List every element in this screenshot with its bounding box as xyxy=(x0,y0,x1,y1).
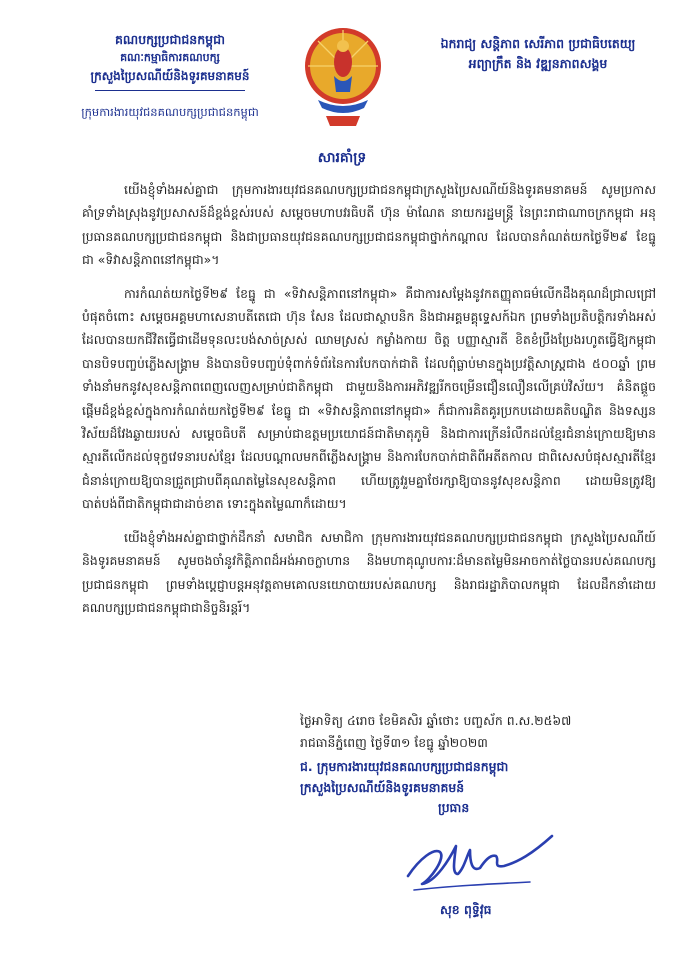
letter-body xyxy=(82,178,656,629)
ministry-name: ក្រសួងប្រៃសណីយ៍និងទូរគមនាគមន៍ xyxy=(90,69,250,83)
lunar-date: ថ្ងៃអាទិត្យ ៤រោច ខែមិគសិរ ឆ្នាំថោះ បញ្ចស័ក ព.ស.២៥៦៧ xyxy=(300,713,572,728)
national-motto-line2: អព្យាក្រឹត និង វឌ្ឍនភាពសង្គម xyxy=(468,56,608,71)
youth-group-name: ក្រុមការងារយុវជនគណបក្សប្រជាជនកម្ពុជា xyxy=(81,105,259,119)
signer-name: សុខ ពុទ្ធិវុធ xyxy=(440,902,492,917)
issuer-block xyxy=(300,756,640,798)
place-date: រាជធានីភ្នំពេញ ថ្ងៃទី៣១ ខែធ្នូ ឆ្នាំ២០២៣ xyxy=(300,735,488,750)
committee-name: គណៈកម្មាធិការគណបក្ស xyxy=(120,51,220,64)
header-left xyxy=(40,30,300,121)
party-emblem-logo xyxy=(302,16,384,132)
header-divider xyxy=(95,90,245,91)
signer-role: ប្រធាន xyxy=(438,800,470,815)
issuer-org-line2: ក្រសួងប្រៃសណីយ៍និងទូរគមនាគមន៍ xyxy=(300,780,465,795)
date-block xyxy=(300,710,620,754)
paragraph-1: យើងខ្ញុំទាំងអស់គ្នាជា ក្រុមការងារយុវជនគណបក្សប្រជាជនកម្ពុជាក្រសួងប្រៃសណីយ៍និងទូរគមនាគមន៍ សូមប្រកាសគាំទ្រទាំងស្រុងនូវប្រសាសន៍ដ៏ខ្ពង់ខ្ពស់របស់ សម្តេចមហាបវរធិបតី ហ៊ុន ម៉ាណែត នាយករដ្ឋមន្ត្រី នៃព្រះរាជាណាចក្រកម្ពុជា អនុប្រធានគណបក្សប្រជាជនកម្ពុជា និងជាប្រធានយុវជនគណបក្សប្រជាជនកម្ពុជាថ្នាក់កណ្តាល ដែលបានកំណត់យកថ្ងៃទី២៩ ខែធ្នូ ជា «ទិវាសន្តិភាពនៅកម្ពុជា»។ xyxy=(82,182,656,268)
paragraph-3: យើងខ្ញុំទាំងអស់គ្នាជាថ្នាក់ដឹកនាំ សមាជិក សមាជិកា ក្រុមការងារយុវជនគណបក្សប្រជាជនកម្ពុជា ក្រសួងប្រៃសណីយ៍និងទូរគមនាគមន៍ សូមចងចាំនូវកិត្តិភាពដ៏អង់អាចក្លាហាន និងមហាគុណូបការៈដ៏មានតម្លៃមិនអាចកាត់ថ្លៃបានរបស់គណបក្សប្រជាជនកម្ពុជា ព្រមទាំងប្តេជ្ញាបន្តអនុវត្តតាមគោលនយោបាយរបស់គណបក្ស និងរាជរដ្ឋាភិបាលកម្ពុជា ដែលដឹកនាំដោយគណបក្សប្រជាជនកម្ពុជាជានិច្ចនិរន្តរ៍។ xyxy=(82,529,656,615)
issuer-org-line1: ជ. ក្រុមការងារយុវជនគណបក្សប្រជាជនកម្ពុជា xyxy=(300,759,509,774)
party-name: គណបក្សប្រជាជនកម្ពុជា xyxy=(115,32,225,47)
national-motto-line1: ឯករាជ្យ សន្តិភាព សេរីភាព ប្រជាធិបតេយ្យ xyxy=(440,36,636,51)
header-right xyxy=(420,34,656,74)
handwritten-signature xyxy=(400,828,560,898)
paragraph-2: ការកំណត់យកថ្ងៃទី២៩ ខែធ្នូ ជា «ទិវាសន្តិភាពនៅកម្ពុជា» គឺជាការសម្តែងនូវកតញ្ញុតាធម៌លើកដឹងគុណដ៏ជ្រាលជ្រៅបំផុតចំពោះ សម្តេចអគ្គមហាសេនាបតីតេជោ ហ៊ុន សែន ដែលជាស្ថាបនិក និងជាអគ្គមគ្គុទ្ទេសក៍ឯក ព្រមទាំងប្រតិបត្តិករទាំងអស់ ដែលបានយកជីវិតធ្វើជាដើមទុនលះបង់សាច់ស្រស់ ឈាមស្រស់ កម្លាំងកាយ ចិត្ត បញ្ញាស្មារតី ខិតខំប្រឹងប្រែងរហូតធ្វើឱ្យកម្ពុជាបានបិទបញ្ចប់ភ្លើងសង្គ្រាម និងបានបិទបញ្ចប់ទុំពាក់ទំព័រនៃការបែកបាក់ជាតិ ដែលពុំធ្លាប់មានក្នុងប្រវត្តិសាស្ត្រជាង ៥០០ឆ្នាំ ព្រមទាំងនាំមកនូវសុខសន្តិភាពពេញលេញសម្រាប់ជាតិកម្ពុជា ជាមួយនិងការអភិវឌ្ឍរីកចម្រើនជឿនលឿនលើគ្រប់វិស័យ។ គំនិតផ្តួចផ្តើមដ៏ខ្ពង់ខ្ពស់ក្នុងការកំណត់យកថ្ងៃទី២៩ ខែធ្នូ ជា «ទិវាសន្តិភាពនៅកម្ពុជា» ក៏ជាការគិតគូរប្រកបដោយគតិបណ្ឌិត និងទស្សនវិស័យដ៏វែងឆ្ងាយរបស់ សម្តេចធិបតី សម្រាប់ជាឧត្តមប្រយោជន៍ជាតិមាតុភូមិ និងជាការក្រើនរំលឹកដល់ខ្មែរជំនាន់ក្រោយឱ្យមានស្មារតីលើកដល់ទុក្ខវេទនារបស់ខ្មែរ ដែលបណ្តាលមកពីភ្លើងសង្គ្រាម និងការបែកបាក់ជាតិពីអតីតកាល ជាពិសេសបំផុសស្មារតីខ្មែរជំនាន់ក្រោយឱ្យបានជ្រួតជ្រាបពីគុណតម្លៃនៃសុខសន្តិភាព ហើយត្រូវរួមគ្នាថែរក្សាឱ្យបាននូវសុខសន្តិភាព ដោយមិនត្រូវឱ្យបាត់បង់ពីជាតិកម្ពុជាជាដាច់ខាត ទោះក្នុងតម្លៃណាក៏ដោយ។ xyxy=(82,285,656,512)
letter-title: សារគាំទ្រ xyxy=(317,150,367,166)
